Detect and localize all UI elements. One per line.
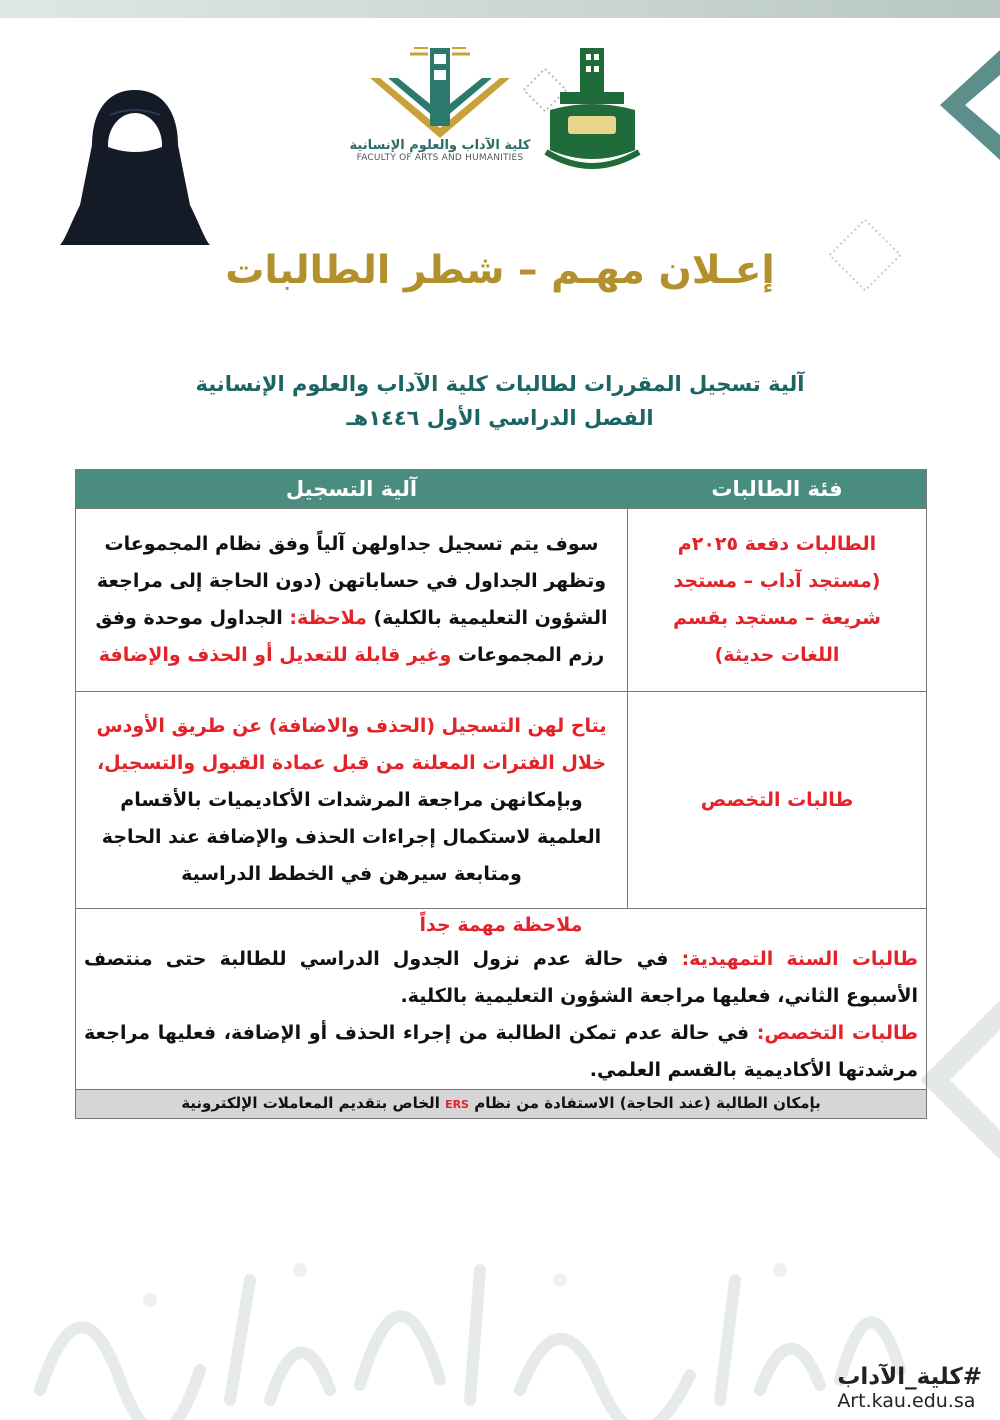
- table-footer-row: [76, 1090, 927, 1119]
- row1-mechanism-text: سوف يتم تسجيل جداولهن آلياً وفق نظام المجموعات وتظهر الجداول في حساباتهن (دون الحاجة إلى مراجعة الشؤون التعليمية بالكلية): [96, 533, 608, 629]
- ers-note: [76, 1090, 927, 1119]
- important-note-heading: ملاحظة مهمة جداً: [419, 914, 583, 936]
- ers-note-before: بإمكان الطالبة (عند الحاجة) الاستفادة من نظام: [468, 1094, 821, 1112]
- row2-mechanism: [76, 692, 628, 909]
- page-title: إعـلان مهـم – شطر الطالبات: [225, 248, 775, 293]
- faculty-logo-text: [345, 138, 535, 163]
- header-category: فئة الطالبات: [628, 470, 927, 509]
- decorative-chevron-icon: [880, 40, 1000, 170]
- faculty-name-en: FACULTY OF ARTS AND HUMANITIES: [356, 153, 524, 163]
- important-note-cell: [76, 909, 927, 1090]
- row2-category: طالبات التخصص: [628, 692, 927, 909]
- hashtag: #كلية_الآداب: [837, 1364, 982, 1390]
- important-note-item-2: [84, 1015, 918, 1089]
- ers-label: ERS: [445, 1098, 469, 1111]
- page-footer: [837, 1364, 982, 1412]
- table-row: [76, 692, 927, 909]
- subtitle-line-2: الفصل الدراسي الأول ١٤٤٦هـ: [346, 406, 654, 430]
- row1-note-text: الجداول موحدة وفق رزم المجموعات: [95, 607, 605, 666]
- row1-note-red: وغير قابلة للتعديل أو الحذف والإضافة: [98, 644, 452, 666]
- table-row: [76, 909, 927, 1090]
- row1-category: الطالبات دفعة ٢٠٢٥م (مستجد آداب – مستجد شريعة – مستجد بقسم اللغات حديثة): [628, 509, 927, 692]
- top-banner-strip: [0, 0, 1000, 18]
- item1-label: طالبات السنة التمهيدية:: [681, 948, 918, 970]
- row2-mechanism-text: وبإمكانهن مراجعة المرشدات الأكاديميات بالأقسام العلمية لاستكمال إجراءات الحذف والإضافة عند الحاجة ومتابعة سيرهن في الخطط الدراسية: [101, 788, 602, 885]
- row1-note-label: ملاحظة:: [289, 607, 367, 629]
- ers-note-after: الخاص بتقديم المعاملات الإلكترونية: [181, 1094, 446, 1112]
- important-note-item-1: [84, 941, 918, 1015]
- item2-label: طالبات التخصص:: [756, 1022, 918, 1044]
- row2-mechanism-red: يتاح لهن التسجيل (الحذف والاضافة) عن طريق الأودس خلال الفترات المعلنة من قبل عمادة القبول والتسجيل،: [96, 714, 607, 774]
- table-row: [76, 509, 927, 692]
- item2-text: في حالة عدم تمكن الطالبة من إجراء الحذف أو الإضافة، فعليها مراجعة مرشدتها الأكاديمية بالقسم العلمي.: [84, 1022, 918, 1081]
- faculty-name-ar: كلية الآداب والعلوم الإنسانية: [349, 138, 531, 153]
- female-avatar-icon: [60, 85, 210, 245]
- website-link[interactable]: Art.kau.edu.sa: [837, 1390, 976, 1412]
- registration-table: [75, 469, 927, 1119]
- subtitle-line-1: آلية تسجيل المقررات لطالبات كلية الآداب والعلوم الإنسانية: [195, 372, 805, 396]
- item1-text: في حالة عدم نزول الجدول الدراسي للطالبة حتى منتصف الأسبوع الثاني، فعليها مراجعة الشؤون التعليمية بالكلية.: [84, 948, 918, 1007]
- table-header-row: [76, 470, 927, 509]
- row1-mechanism: [76, 509, 628, 692]
- header-mechanism: آلية التسجيل: [76, 470, 628, 509]
- university-logo: [540, 40, 645, 175]
